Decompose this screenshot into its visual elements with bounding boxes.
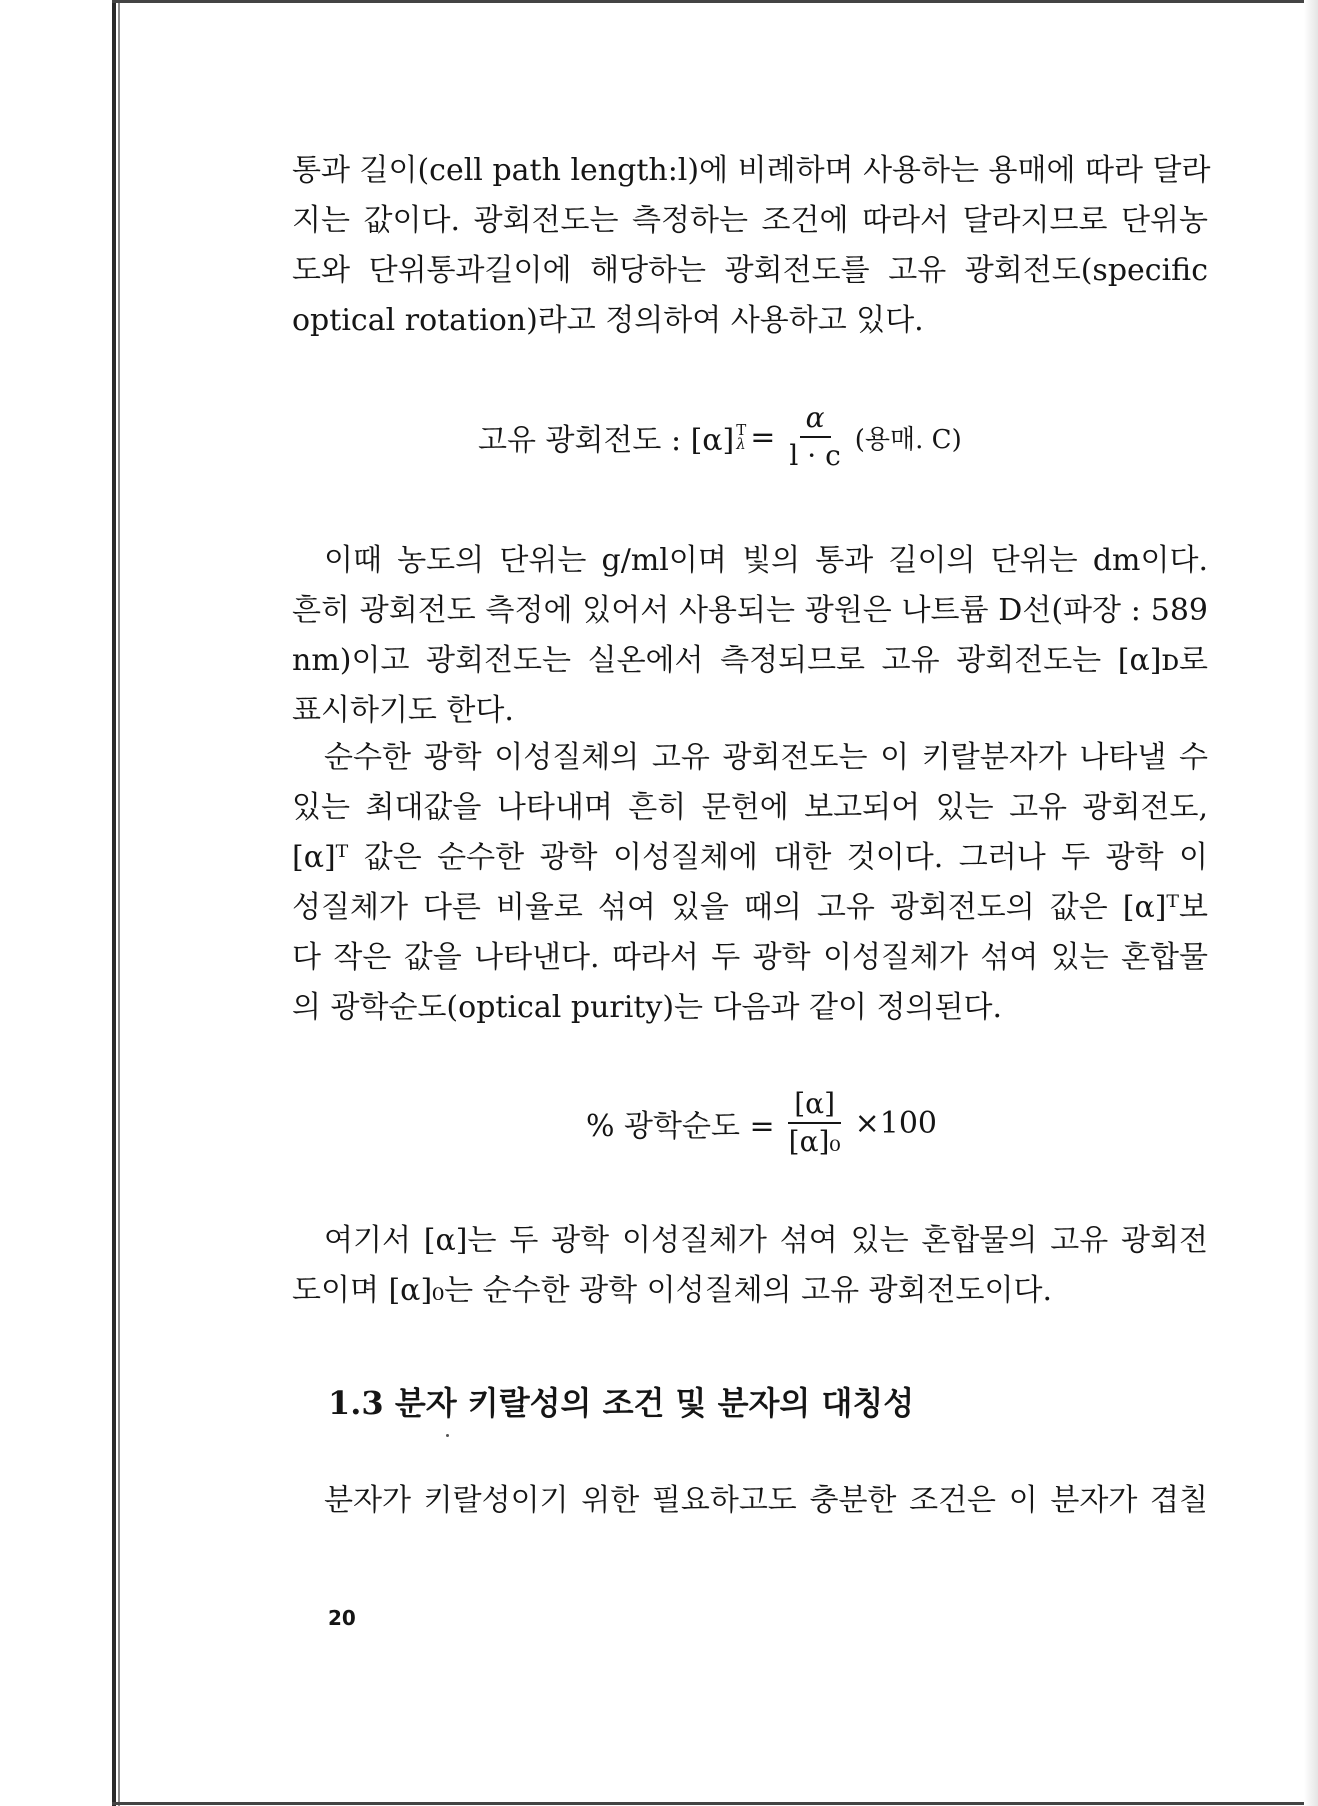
paragraph-line: 의 광학순도(optical purity)는 다음과 같이 정의된다. [292, 990, 1002, 1025]
paragraph-line: 순수한 광학 이성질체의 고유 광회전도는 이 키랄분자가 나타낼 수 [324, 740, 1208, 775]
formula-scripts [736, 423, 746, 451]
paragraph-4 [292, 1216, 1208, 1316]
formula-subscript: λ [736, 435, 746, 453]
formula-denominator: [α]₀ [788, 1125, 841, 1158]
page-top-edge [112, 0, 1318, 3]
formula-suffix: (용매. C) [854, 424, 962, 455]
optical-purity-formula [586, 1088, 937, 1158]
page-number: 20 [328, 1606, 356, 1630]
formula-denominator: l · c [789, 439, 841, 472]
paragraph-line: 분자가 키랄성이기 위한 필요하고도 충분한 조건은 이 분자가 겹칠 [324, 1483, 1208, 1518]
paragraph-2 [292, 536, 1208, 736]
paragraph-line: [α]ᵀ 값은 순수한 광학 이성질체에 대한 것이다. 그러나 두 광학 이 [292, 840, 1208, 875]
formula-numerator: α [800, 402, 831, 438]
paragraph-line: 성질체가 다른 비율로 섞여 있을 때의 고유 광회전도의 값은 [α]ᵀ보 [292, 890, 1208, 925]
paragraph-line: nm)이고 광회전도는 실온에서 측정되므로 고유 광회전도는 [α]ᴅ로 [292, 643, 1208, 678]
paragraph-5 [292, 1476, 1208, 1526]
specific-rotation-formula [478, 402, 962, 472]
section-heading: 1.3 분자 키랄성의 조건 및 분자의 대칭성 [328, 1384, 915, 1422]
formula-fraction [783, 402, 846, 472]
paragraph-line: 도이며 [α]₀는 순수한 광학 이성질체의 고유 광회전도이다. [292, 1273, 1053, 1308]
formula-equals: = [750, 419, 776, 455]
formula-label: % 광학순도 = [586, 1109, 775, 1144]
formula-suffix: ×100 [854, 1105, 938, 1141]
paragraph-line: 여기서 [α]는 두 광학 이성질체가 섞여 있는 혼합물의 고유 광회전 [324, 1223, 1208, 1258]
paragraph-line: optical rotation)라고 정의하여 사용하고 있다. [292, 303, 924, 338]
formula-numerator: [α] [788, 1088, 841, 1124]
scan-speck [446, 1434, 449, 1437]
formula-superscript: T [736, 421, 747, 439]
paragraph-1 [292, 146, 1211, 346]
paragraph-line: 이때 농도의 단위는 g/ml이며 빛의 통과 길이의 단위는 dm이다. [324, 543, 1208, 578]
page-binding-edge-inner [118, 0, 120, 1806]
paragraph-line: 있는 최대값을 나타내며 흔히 문헌에 보고되어 있는 고유 광회전도, [292, 790, 1208, 825]
paragraph-line: 흔히 광회전도 측정에 있어서 사용되는 광원은 나트륨 D선(파장 : 589 [292, 593, 1208, 628]
paragraph-line: 통과 길이(cell path length:l)에 비례하며 사용하는 용매에 따라 달라 [292, 153, 1211, 188]
paragraph-line: 지는 값이다. 광회전도는 측정하는 조건에 따라서 달라지므로 단위농 [292, 203, 1208, 238]
paragraph-line: 다 작은 값을 나타낸다. 따라서 두 광학 이성질체가 섞여 있는 혼합물 [292, 940, 1208, 975]
formula-fraction [783, 1088, 847, 1158]
formula-label: 고유 광회전도 : [α] [478, 423, 735, 458]
paragraph-3 [292, 733, 1208, 1033]
page-bottom-edge [112, 1802, 1318, 1805]
page-right-shadow [1304, 0, 1318, 1806]
paragraph-line: 도와 단위통과길이에 해당하는 광회전도를 고유 광회전도(specific [292, 253, 1208, 288]
page-binding-edge [112, 0, 116, 1806]
paragraph-line: 표시하기도 한다. [292, 693, 514, 728]
